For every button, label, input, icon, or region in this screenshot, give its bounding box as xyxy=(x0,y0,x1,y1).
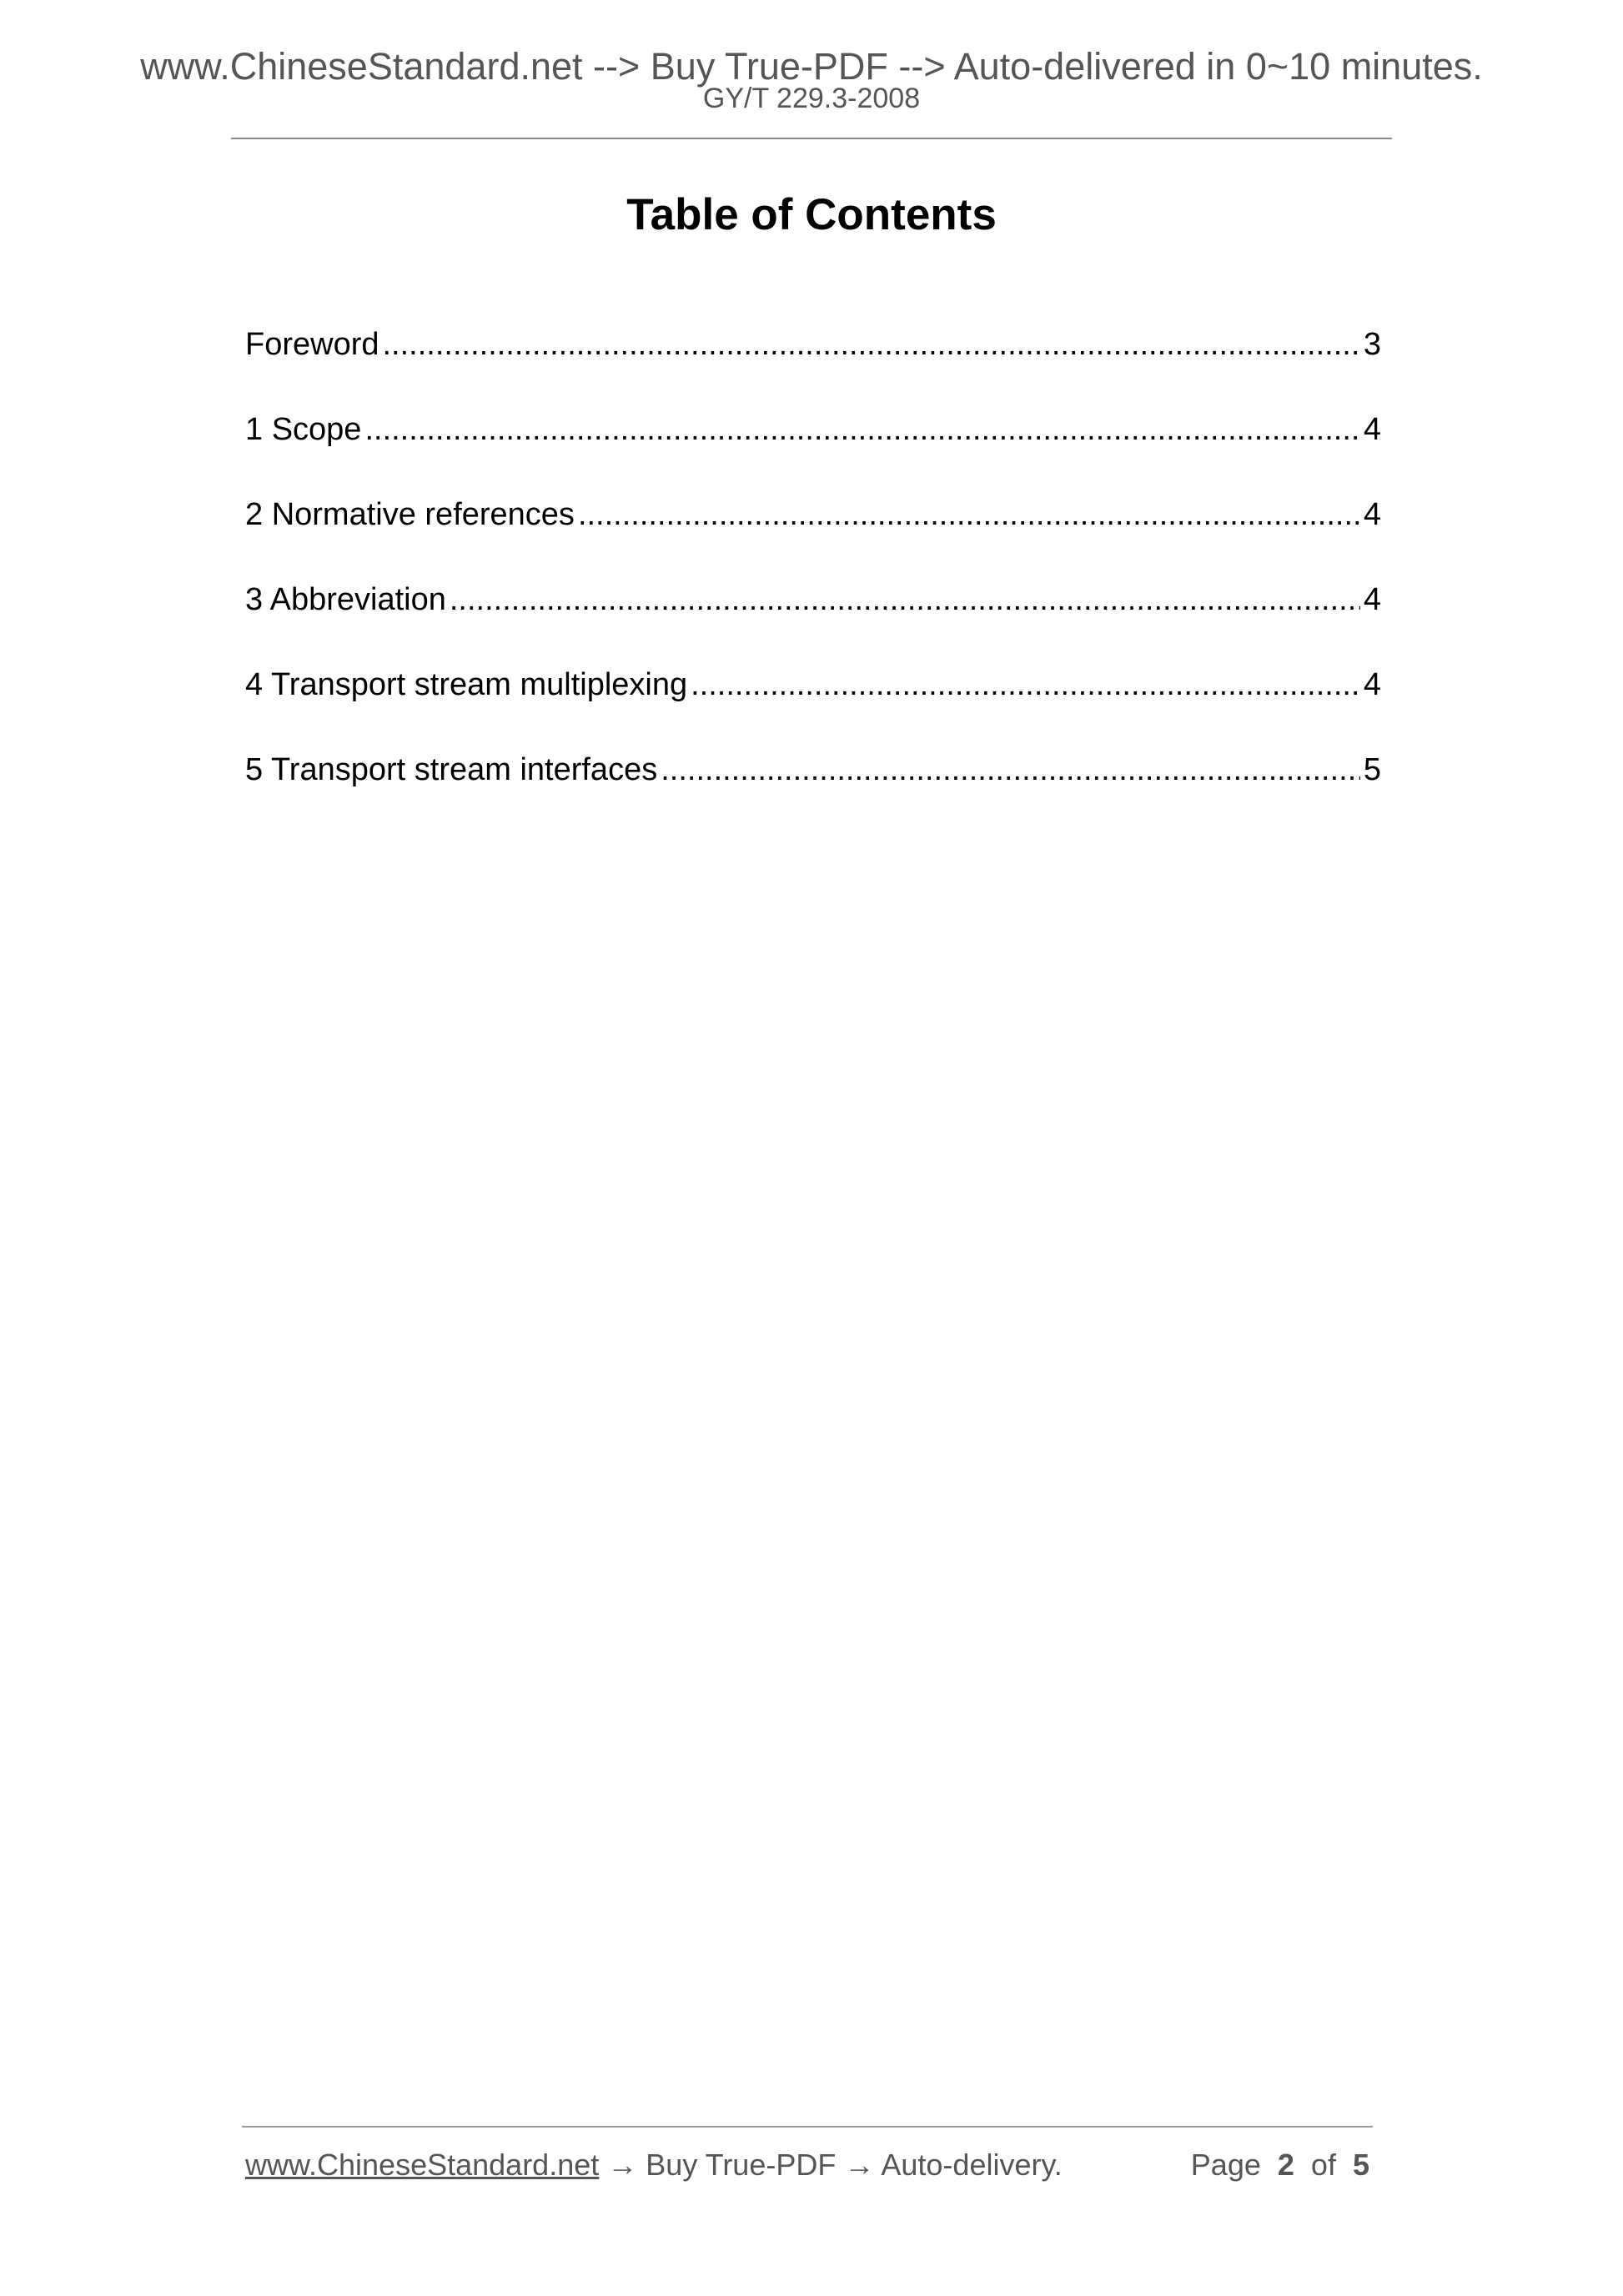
arrow-right-icon: → xyxy=(607,2148,638,2182)
toc-entry-transport-stream-multiplexing[interactable] xyxy=(245,661,1381,746)
page-label: Page xyxy=(1190,2148,1261,2182)
toc-entry-page: 3 xyxy=(1363,327,1381,362)
footer-buy-text: Buy True-PDF xyxy=(646,2148,837,2182)
toc-entry-label: Foreword xyxy=(245,327,379,362)
toc-dot-leader xyxy=(364,406,1359,453)
toc-entry-page: 4 xyxy=(1363,497,1381,532)
toc-dot-leader xyxy=(578,491,1360,538)
toc-entry-transport-stream-interfaces[interactable] xyxy=(245,746,1381,831)
footer-delivery-text: Auto-delivery. xyxy=(881,2148,1063,2182)
toc-entry-normative-references[interactable] xyxy=(245,491,1381,576)
toc-entry-label: 1 Scope xyxy=(245,412,362,447)
toc-dot-leader xyxy=(691,661,1360,708)
footer-promo xyxy=(245,2146,1063,2184)
page-indicator xyxy=(1191,2146,1369,2184)
header-divider xyxy=(231,138,1392,139)
arrow-right-icon: → xyxy=(844,2148,875,2182)
of-label: of xyxy=(1310,2148,1336,2182)
document-code: GY/T 229.3-2008 xyxy=(702,83,921,114)
toc-dot-leader xyxy=(383,321,1360,368)
toc-entry-label: 3 Abbreviation xyxy=(245,582,446,617)
toc-entry-page: 4 xyxy=(1363,412,1381,447)
toc-entry-foreword[interactable] xyxy=(245,321,1381,406)
toc-entry-label: 5 Transport stream interfaces xyxy=(245,752,658,787)
toc-entry-label: 2 Normative references xyxy=(245,497,575,532)
page-current: 2 xyxy=(1277,2148,1294,2182)
toc-dot-leader xyxy=(450,576,1360,623)
table-of-contents xyxy=(245,321,1381,831)
footer-divider xyxy=(242,2126,1373,2128)
toc-entry-scope[interactable] xyxy=(245,406,1381,491)
toc-entry-page: 4 xyxy=(1363,582,1381,617)
page-total: 5 xyxy=(1352,2148,1369,2182)
footer-site-link[interactable]: www.ChineseStandard.net xyxy=(245,2148,600,2182)
top-banner: www.ChineseStandard.net --> Buy True-PDF --> Auto-delivered in 0~10 minutes. xyxy=(140,45,1483,88)
toc-entry-abbreviation[interactable] xyxy=(245,576,1381,661)
toc-entry-page: 4 xyxy=(1363,667,1381,702)
toc-entry-page: 5 xyxy=(1363,752,1381,787)
toc-title: Table of Contents xyxy=(626,190,997,239)
toc-dot-leader xyxy=(661,746,1360,793)
toc-entry-label: 4 Transport stream multiplexing xyxy=(245,667,688,702)
